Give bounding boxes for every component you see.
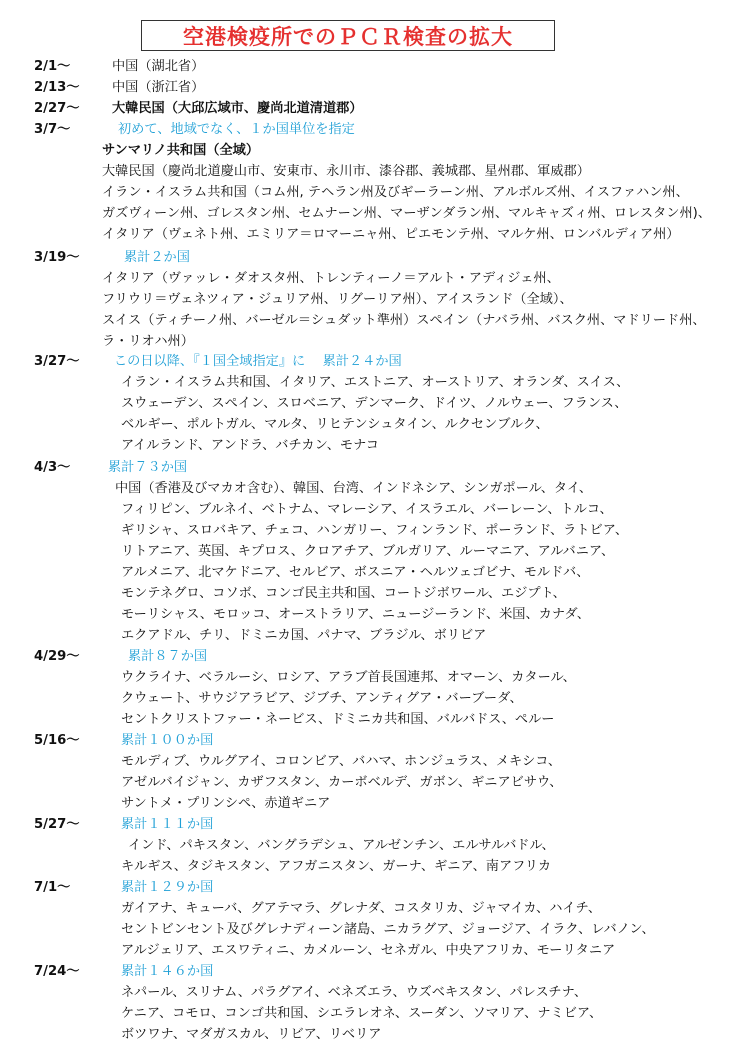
entry-line: 大韓民国（慶尚北道慶山市、安東市、永川市、漆谷郡、義城郡、星州郡、軍威郡） (102, 164, 590, 179)
entry-date: 2/27～ (34, 101, 80, 116)
entry-line: ガイアナ、キューバ、グアテマラ、グレナダ、コスタリカ、ジャマイカ、ハイチ、 (121, 901, 602, 916)
entry-line: ギリシャ、スロバキア、チェコ、ハンガリー、フィンランド、ポーランド、ラトビア、 (121, 523, 629, 538)
entry-line: スウェーデン、スペイン、スロベニア、デンマーク、ドイツ、ノルウェー、フランス、 (121, 396, 628, 411)
entry-note: この日以降、『１国全域指定』に 累計２４か国 (114, 354, 402, 369)
entry-line: セントクリストファー・ネービス、ドミニカ共和国、バルバドス、ペルー (121, 712, 555, 727)
entry-line: イラン・イスラム共和国（コム州, テヘラン州及びギーラーン州、アルボルズ州、イスファハン州、 (102, 185, 689, 200)
entry-date: 2/13～ (34, 80, 80, 95)
entry-line: モーリシャス、モロッコ、オーストラリア、ニュージーランド、米国、カナダ、 (121, 607, 590, 622)
entry-line: 大韓民国（大邱広域市、慶尚北道清道郡） (112, 101, 363, 116)
entry-line: ベルギー、ポルトガル、マルタ、リヒテンシュタイン、ルクセンブルク、 (121, 417, 549, 432)
entry-line: クウェート、サウジアラビア、ジブチ、アンティグア・バーブーダ、 (121, 691, 523, 706)
entry-line: モンテネグロ、コソボ、コンゴ民主共和国、コートジボワール、エジプト、 (121, 586, 566, 601)
entry-line: 中国（湖北省） (112, 59, 205, 74)
entry-line: インド、パキスタン、バングラデシュ、アルゼンチン、エルサルバドル、 (128, 838, 555, 853)
entry-line: ネパール、スリナム、パラグアイ、ベネズエラ、ウズベキスタン、パレスチナ、 (121, 985, 588, 1000)
entry-line: キルギス、タジキスタン、アフガニスタン、ガーナ、ギニア、南アフリカ (121, 859, 552, 874)
entry-date: 2/1～ (34, 59, 71, 74)
entry-line: ケニア、コモロ、コンゴ共和国、シエラレオネ、スーダン、ソマリア、ナミビア、 (121, 1006, 603, 1021)
entry-line: イタリア（ヴァッレ・ダオスタ州、トレンティーノ＝アルト・アディジェ州、 (102, 271, 560, 286)
entry-line: ガズヴィーン州、ゴレスタン州、セムナーン州、マーザンダラン州、マルキャズィ州、ロレスタン州)、 (102, 206, 711, 221)
entry-line: ウクライナ、ベラルーシ、ロシア、アラブ首長国連邦、オマーン、カタール、 (121, 670, 576, 685)
entry-note: 累計２か国 (124, 250, 190, 265)
entry-line: フリウリ＝ヴェネツィア・ジュリア州、リグーリア州）、アイスランド（全域）、 (102, 292, 573, 307)
entry-line: イタリア（ヴェネト州、エミリア＝ロマーニャ州、ピエモンテ州、マルケ州、ロンバルディア州） (102, 227, 680, 242)
entry-line: イラン・イスラム共和国、イタリア、エストニア、オーストリア、オランダ、スイス、 (121, 375, 630, 390)
entry-line: フィリピン、ブルネイ、ベトナム、マレーシア、イスラエル、バーレーン、トルコ、 (121, 502, 613, 517)
entry-line: ボツワナ、マダガスカル、リビア、リベリア (121, 1027, 382, 1042)
entry-line: スイス（ティチーノ州、バーゼル＝シュダット準州）スペイン（ナバラ州、バスク州、マドリード州、 (102, 313, 706, 328)
entry-line: 中国（香港及びマカオ含む）、韓国、台湾、インドネシア、シンガポール、タイ、 (115, 481, 593, 496)
entry-note: 初めて、地域でなく、１か国単位を指定 (118, 122, 355, 137)
entry-line: アルジェリア、エスワティニ、カメルーン、セネガル、中央アフリカ、モーリタニア (121, 943, 616, 958)
entry-line: リトアニア、英国、キプロス、クロアチア、ブルガリア、ルーマニア、アルバニア、 (121, 544, 615, 559)
title-box (141, 20, 555, 51)
entry-date: 3/27～ (34, 354, 80, 369)
entry-line: アルメニア、北マケドニア、セルビア、ボスニア・ヘルツェゴビナ、モルドバ、 (121, 565, 590, 580)
entry-date: 3/7～ (34, 122, 71, 137)
entry-line: ラ・リオハ州） (102, 334, 194, 349)
entry-note: 累計１００か国 (121, 733, 214, 748)
entry-line: エクアドル、チリ、ドミニカ国、パナマ、ブラジル、ボリビア (121, 628, 487, 643)
entry-date: 4/3～ (34, 460, 71, 475)
entry-line: アイルランド、アンドラ、バチカン、モナコ (121, 438, 379, 453)
entry-note: 累計１１１か国 (121, 817, 214, 832)
entry-line: モルディブ、ウルグアイ、コロンビア、バハマ、ホンジュラス、メキシコ、 (121, 754, 562, 769)
entry-line: セントビンセント及びグレナディーン諸島、ニカラグア、ジョージア、イラク、レバノン、 (121, 922, 655, 937)
entry-date: 7/24～ (34, 964, 80, 979)
entry-note: 累計７３か国 (108, 460, 188, 475)
entry-line: 中国（浙江省） (112, 80, 205, 95)
entry-date: 5/16～ (34, 733, 80, 748)
entry-line: アゼルバイジャン、カザフスタン、カーボベルデ、ガボン、ギニアビサウ、 (121, 775, 563, 790)
entry-line: サンマリノ共和国（全域） (102, 143, 260, 158)
entry-date: 3/19～ (34, 250, 80, 265)
entry-date: 7/1～ (34, 880, 71, 895)
page-title: 空港検疫所でのＰＣＲ検査の拡大 (183, 24, 513, 49)
entry-line: サントメ・プリンシペ、赤道ギニア (121, 796, 331, 811)
entry-date: 4/29～ (34, 649, 80, 664)
entry-date: 5/27～ (34, 817, 80, 832)
entry-note: 累計１２９か国 (121, 880, 214, 895)
entry-note: 累計８７か国 (128, 649, 208, 664)
entry-note: 累計１４６か国 (121, 964, 214, 979)
